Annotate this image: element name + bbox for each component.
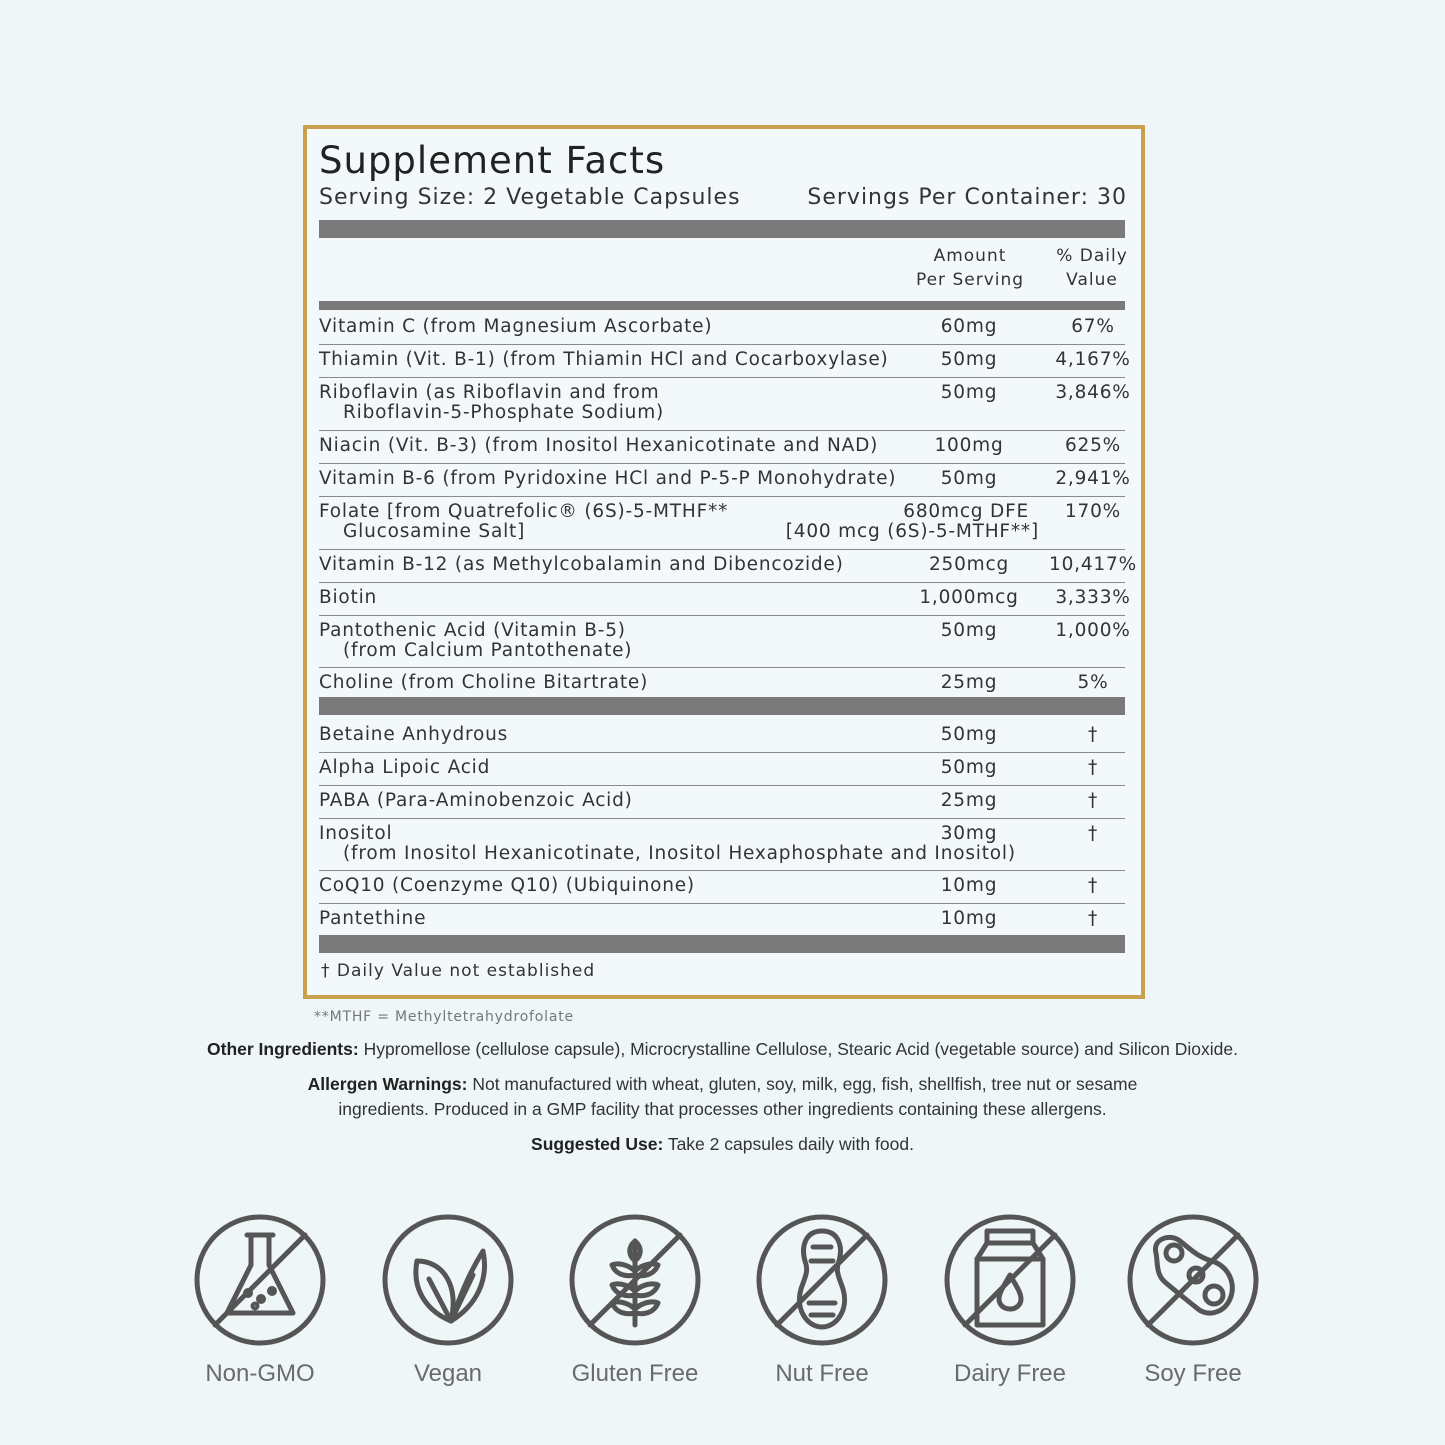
nutrient-name: [319, 350, 889, 370]
peanut-icon: [755, 1213, 889, 1347]
ingredient-name-text: Betaine Anhydrous: [319, 724, 509, 745]
nutrient-name-text: Niacin (Vit. B-3) (from Inositol Hexanicotinate and NAD): [319, 435, 879, 456]
nutrient-row: [319, 582, 1131, 616]
nutrient-dv: 625%: [1064, 435, 1122, 456]
nutrient-name-text: Riboflavin (as Riboflavin and from: [319, 382, 660, 403]
allergen-text: Not manufactured with wheat, gluten, soy, milk, egg, fish, shellfish, tree nut or sesame: [467, 1074, 1138, 1094]
divider-bar: [319, 220, 1125, 238]
nutrient-row: [319, 377, 1131, 431]
col-amount-line1: Amount: [933, 246, 1007, 266]
divider-bar: [319, 301, 1125, 310]
ingredient-source: (from Inositol Hexanicotinate, Inositol Hexaphosphate and Inositol): [343, 843, 1016, 864]
nutrient-name-text: Thiamin (Vit. B-1) (from Thiamin HCl and Cocarboxylase): [319, 349, 889, 370]
ingredient-row: [319, 903, 1125, 933]
nutrient-row: [319, 667, 1125, 697]
allergen-text-2: ingredients. Produced in a GMP facility that processes other ingredients containing these allergens.: [338, 1099, 1107, 1119]
nutrient-name: [319, 317, 712, 337]
facts-title: Supplement Facts: [319, 139, 666, 182]
ingredient-name: [319, 791, 633, 811]
suggested-use: [0, 1132, 1445, 1156]
other-ingredients-text: Hypromellose (cellulose capsule), Microcrystalline Cellulose, Stearic Acid (vegetable source) and Silicon Dioxide.: [358, 1039, 1238, 1059]
ingredient-row: [319, 818, 1125, 871]
nutrient-name-text: Vitamin B-12 (as Methylcobalamin and Dibencozide): [319, 554, 844, 575]
soybean-icon: [1126, 1213, 1260, 1347]
badge-label: Nut Free: [775, 1360, 869, 1387]
nutrient-dv: 170%: [1064, 501, 1122, 522]
ingredient-dv: †: [1087, 875, 1099, 896]
divider-bar: [319, 935, 1125, 953]
nutrient-source: (from Calcium Pantothenate): [343, 640, 633, 661]
wheat-icon: [568, 1213, 702, 1347]
allergen-label: Allergen Warnings:: [307, 1074, 468, 1094]
nutrient-amount: 1,000mcg: [919, 587, 1019, 608]
serving-info: [319, 185, 1127, 210]
mthf-note: **MTHF = Methyltetrahydrofolate: [314, 1009, 574, 1025]
nutrient-row: [319, 615, 1131, 668]
ingredient-name-text: Alpha Lipoic Acid: [319, 757, 491, 778]
nutrient-name: [319, 555, 844, 575]
other-ingredients-label: Other Ingredients:: [207, 1039, 359, 1059]
nutrient-name: [319, 673, 648, 693]
nutrient-dv: 3,333%: [1055, 587, 1131, 608]
nutrient-row: [319, 549, 1137, 583]
badge-label: Gluten Free: [571, 1360, 699, 1387]
serving-size: Serving Size: 2 Vegetable Capsules: [319, 185, 741, 210]
nutrient-name-text: Folate [from Quatrefolic® (6S)-5-MTHF**: [319, 501, 729, 522]
ingredient-amount: 10mg: [940, 875, 998, 896]
nutrient-dv: 4,167%: [1055, 349, 1131, 370]
nutrient-amount: 50mg: [940, 620, 998, 641]
nutrient-row: [319, 496, 1125, 550]
suggested-use-label: Suggested Use:: [531, 1134, 664, 1154]
nutrient-dv: 10,417%: [1049, 554, 1137, 575]
amount-line1: 680mcg DFE: [903, 501, 1029, 522]
ingredient-dv: †: [1087, 757, 1099, 778]
other-ingredients: [0, 1037, 1445, 1061]
divider-bar: [319, 697, 1125, 715]
nutrient-amount: 50mg: [940, 382, 998, 403]
nutrient-dv: 3,846%: [1055, 382, 1131, 403]
nutrient-amount: 50mg: [940, 349, 998, 370]
ingredient-dv: †: [1087, 724, 1099, 745]
nutrient-row: [319, 311, 1125, 345]
nutrient-name: [319, 383, 664, 423]
nutrient-amount: 100mg: [934, 435, 1004, 456]
col-dv-line2: Value: [1066, 270, 1118, 290]
badge-label: Vegan: [413, 1360, 483, 1387]
ingredient-name-text: Inositol: [319, 823, 393, 844]
nutrient-name: [319, 469, 896, 489]
flask-icon: [193, 1213, 327, 1347]
col-dv-line1: % Daily: [1056, 246, 1128, 266]
nutrient-name: [319, 502, 728, 542]
ingredient-name-text: PABA (Para-Aminobenzoic Acid): [319, 790, 633, 811]
nutrient-row: [319, 463, 1131, 497]
nutrient-name-text: Vitamin C (from Magnesium Ascorbate): [319, 316, 713, 337]
badge-label: Soy Free: [1144, 1360, 1242, 1387]
ingredient-name-text: Pantethine: [319, 908, 427, 929]
nutrient-dv: 2,941%: [1055, 468, 1131, 489]
nutrient-dv: 5%: [1077, 672, 1109, 693]
ingredient-name: [319, 758, 490, 778]
column-header-amount: [905, 244, 1035, 292]
ingredient-dv: †: [1087, 790, 1099, 811]
ingredient-name-text: CoQ10 (Coenzyme Q10) (Ubiquinone): [319, 875, 695, 896]
nutrient-source: Riboflavin-5-Phosphate Sodium): [343, 402, 665, 423]
ingredient-amount: 25mg: [940, 790, 998, 811]
ingredient-amount: 50mg: [940, 724, 998, 745]
nutrient-name-text: Pantothenic Acid (Vitamin B-5): [319, 620, 626, 641]
ingredient-amount: 50mg: [940, 757, 998, 778]
nutrient-amount: 50mg: [940, 468, 998, 489]
nutrient-amount: 25mg: [940, 672, 998, 693]
col-amount-line2: Per Serving: [915, 270, 1025, 290]
nutrient-row: [319, 430, 1125, 464]
ingredient-name: [319, 876, 695, 896]
nutrient-name: [319, 588, 377, 608]
ingredient-dv: †: [1087, 823, 1099, 844]
column-header-dv: [1042, 244, 1142, 292]
dv-footnote: † Daily Value not established: [321, 961, 596, 981]
amount-line2: [400 mcg (6S)-5-MTHF**]: [785, 521, 1039, 542]
badge-non-gmo: [193, 1213, 327, 1387]
badge-nut-free: [755, 1213, 889, 1387]
ingredient-row: [319, 752, 1125, 786]
suggested-use-text: Take 2 capsules daily with food.: [663, 1134, 914, 1154]
nutrient-amount: 250mcg: [928, 554, 1010, 575]
badge-vegan: [381, 1213, 515, 1387]
ingredient-row: [319, 785, 1125, 819]
badge-gluten-free: [568, 1213, 702, 1387]
nutrient-amount: 60mg: [940, 316, 998, 337]
badge-dairy-free: [943, 1213, 1077, 1387]
nutrient-name-text: Choline (from Choline Bitartrate): [319, 672, 649, 693]
ingredient-name: [319, 824, 1016, 864]
ingredient-amount: 10mg: [940, 908, 998, 929]
ingredient-name: [319, 909, 426, 929]
ingredient-dv: †: [1087, 908, 1099, 929]
nutrient-dv: 1,000%: [1055, 620, 1131, 641]
nutrient-row: [319, 344, 1131, 378]
ingredient-row: [319, 719, 1125, 753]
badge-label: Non-GMO: [205, 1360, 315, 1387]
nutrient-name: [319, 436, 878, 456]
supplement-facts-panel: [303, 125, 1145, 999]
ingredient-name: [319, 725, 508, 745]
nutrient-dv: 67%: [1071, 316, 1115, 337]
allergen-warnings: [0, 1072, 1445, 1122]
nutrient-name-text: Biotin: [319, 587, 378, 608]
badge-label: Dairy Free: [953, 1360, 1067, 1387]
nutrient-source: Glucosamine Salt]: [343, 521, 526, 542]
milk-carton-icon: [943, 1213, 1077, 1347]
nutrient-name-text: Vitamin B-6 (from Pyridoxine HCl and P-5-P Monohydrate): [319, 468, 897, 489]
ingredient-amount: 30mg: [940, 823, 998, 844]
ingredient-row: [319, 870, 1125, 904]
servings-per-container: Servings Per Container: 30: [807, 185, 1127, 210]
badge-soy-free: [1126, 1213, 1260, 1387]
leaf-icon: [381, 1213, 515, 1347]
nutrient-amount: [759, 502, 1039, 542]
nutrient-name: [319, 621, 632, 661]
